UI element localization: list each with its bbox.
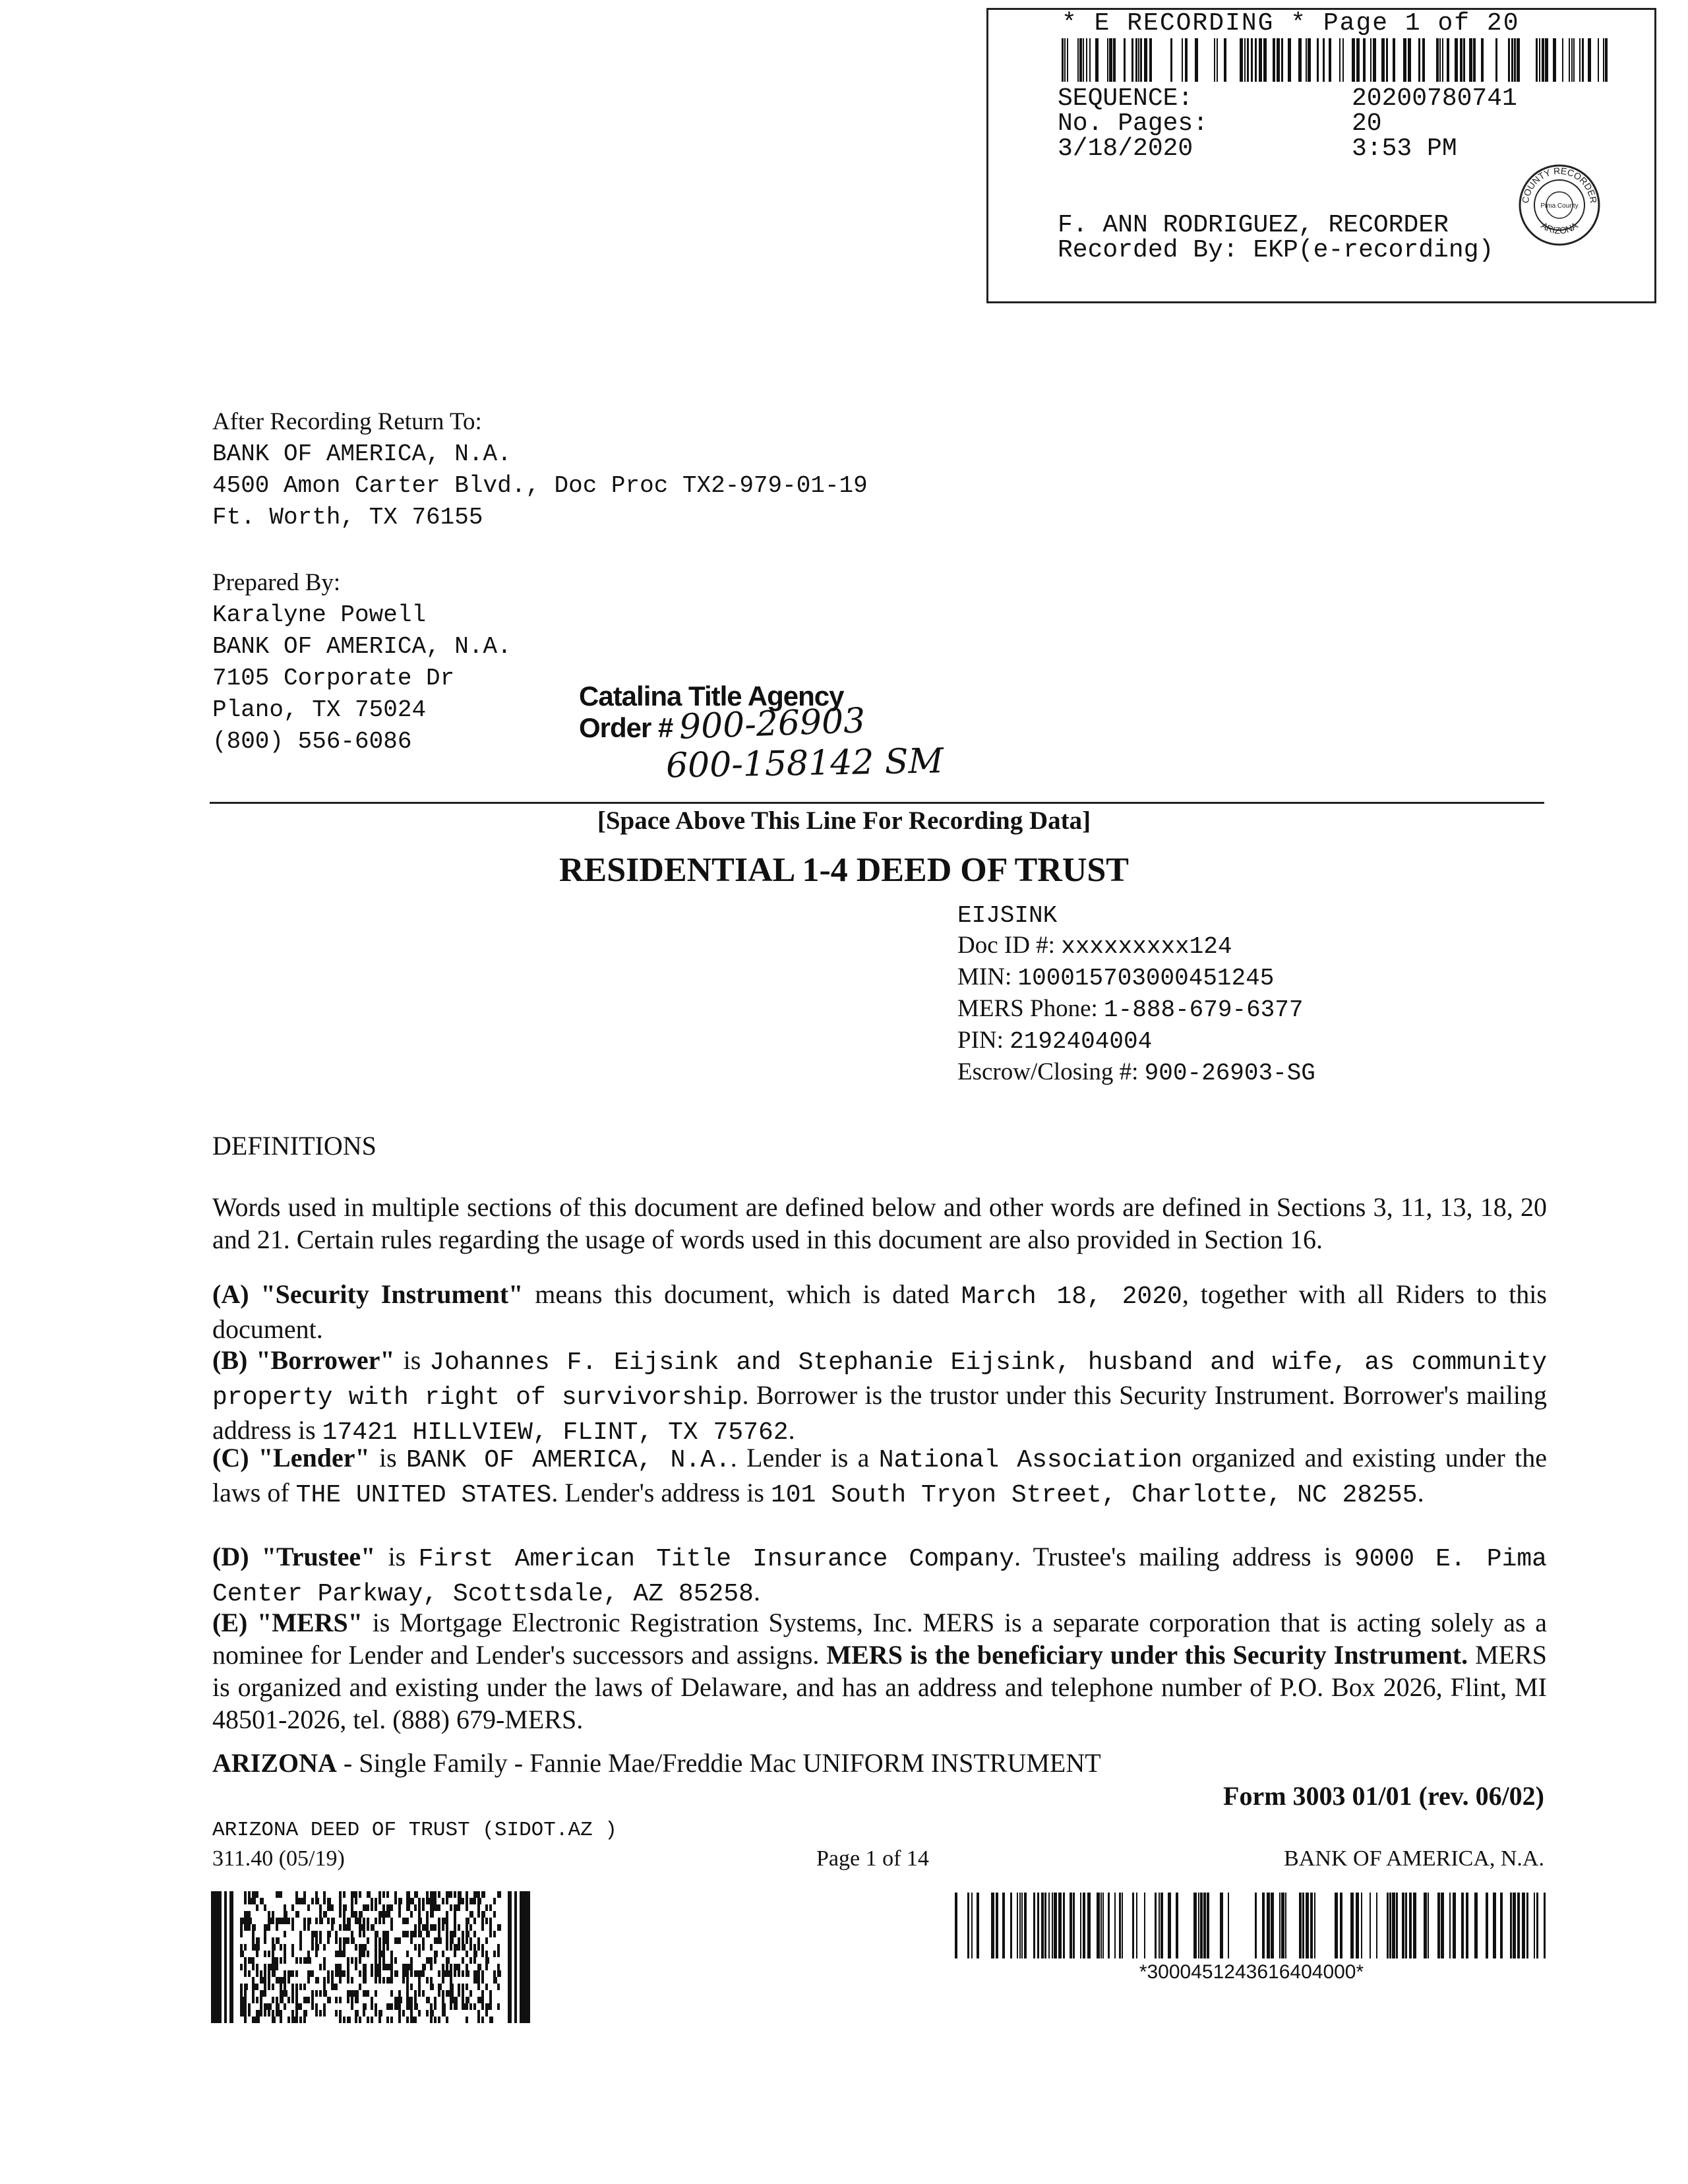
definition-e (212, 1606, 1547, 1736)
prepared-by-line: BANK OF AMERICA, N.A. (212, 633, 512, 660)
recording-space-rule (210, 802, 1544, 804)
doc-id-row (957, 931, 1232, 960)
prepared-by-line: (800) 556-6086 (212, 728, 412, 755)
pdf417-barcode (211, 1891, 534, 2023)
mers-beneficiary-statement: MERS is the beneficiary under this Security Instrument. (826, 1640, 1468, 1670)
county-seal (1517, 162, 1602, 248)
document-barcode (955, 1893, 1548, 1958)
footer-page-number: Page 1 of 14 (816, 1846, 929, 1871)
lender-laws: THE UNITED STATES (295, 1481, 552, 1509)
seal-top-text: COUNTY RECORDER (1519, 165, 1600, 204)
document-title: RESIDENTIAL 1-4 DEED OF TRUST (559, 851, 1129, 889)
definition-b-text: is (394, 1345, 430, 1375)
min-value: 100015703000451245 (1017, 965, 1275, 992)
definition-e-label: (E) "MERS" (212, 1608, 363, 1637)
seal-center-text: Pima County (1540, 202, 1579, 210)
borrower-address: 17421 HILLVIEW, FLINT, TX 75762 (322, 1418, 789, 1447)
record-time: 3:53 PM (1352, 135, 1457, 163)
trustee-address: 9000 E. Pima Center Parkway, Scottsdale, AZ 85258 (212, 1545, 1547, 1608)
borrower-surname: EIJSINK (957, 902, 1058, 929)
lender-address: 101 South Tryon Street, Charlotte, NC 28255 (771, 1481, 1418, 1509)
footer-version: 311.40 (05/19) (212, 1846, 345, 1871)
definition-a-text: , together with all Riders to this document. (212, 1279, 1547, 1344)
lender-type: National Association (878, 1446, 1183, 1474)
definition-d-text: . (753, 1577, 760, 1606)
definitions-heading: DEFINITIONS (212, 1131, 377, 1161)
definitions-intro: Words used in multiple sections of this document are defined below and other words are defined in Sections 3, 11, 13, 18, 20 and 21. Certain rules regarding the usage of words used in this document are also provided in Section 16. (212, 1192, 1547, 1254)
lender-name: BANK OF AMERICA, N.A. (406, 1446, 731, 1474)
definition-c-text: . (1417, 1478, 1424, 1507)
escrow-label: Escrow/Closing #: (957, 1058, 1139, 1085)
space-above-label: [Space Above This Line For Recording Data] (597, 806, 1091, 835)
handwritten-order-number: 900-26903 (678, 701, 866, 747)
document-date: March 18, 2020 (961, 1283, 1182, 1311)
definition-c-label: (C) "Lender" (212, 1443, 370, 1472)
sequence-value: 20200780741 (1352, 84, 1517, 113)
min-label: MIN: (957, 963, 1012, 990)
return-to-line: Ft. Worth, TX 76155 (212, 504, 483, 531)
footer-doc-code: ARIZONA DEED OF TRUST (SIDOT.AZ ) (212, 1819, 617, 1842)
definition-d-text: is (375, 1542, 419, 1571)
definition-d (212, 1540, 1547, 1610)
sequence-label: SEQUENCE: (1058, 84, 1193, 113)
doc-id-label: Doc ID #: (957, 932, 1055, 959)
definition-e-text: is Mortgage Electronic Registration Systems, Inc. MERS is a separate corporation that is acting solely as a nominee for Lender and Lender's successors and assigns. (212, 1608, 1547, 1670)
return-to-line: BANK OF AMERICA, N.A. (212, 440, 512, 468)
definition-c (212, 1441, 1547, 1511)
trustee-name: First American Title Insurance Company (418, 1545, 1015, 1573)
mers-phone-label: MERS Phone: (957, 995, 1098, 1022)
pages-value: 20 (1352, 109, 1382, 138)
title-agency-name: Catalina Title Agency (579, 681, 844, 712)
definition-e-text: MERS is organized and existing under the laws of Delaware, and has an address and telephone number of P.O. Box 2026, Flint, MI 48501-2026, tel. (888) 679-MERS. (212, 1640, 1548, 1734)
pages-label: No. Pages: (1058, 109, 1209, 138)
return-to-line: 4500 Amon Carter Blvd., Doc Proc TX2-979-01-19 (212, 472, 868, 499)
doc-id-value: xxxxxxxxx124 (1061, 933, 1232, 960)
pin-row (957, 1026, 1152, 1055)
footer-instrument: - Single Family - Fannie Mae/Freddie Mac UNIFORM INSTRUMENT (336, 1748, 1101, 1778)
footer-state-line (212, 1747, 1101, 1778)
definition-d-text: . Trustee's mailing address is (1014, 1542, 1354, 1571)
definition-c-text: is (369, 1443, 406, 1472)
recorder-name: F. ANN RODRIGUEZ, RECORDER (1058, 211, 1449, 239)
definition-a-text: means this document, which is dated (523, 1279, 961, 1309)
seal-bottom-text: ARIZONA (1539, 220, 1580, 236)
definition-c-text: organized and existing under the laws of (212, 1443, 1547, 1507)
footer-form-number: Form 3003 01/01 (rev. 06/02) (1223, 1781, 1544, 1811)
definition-a-label: (A) "Security Instrument" (212, 1279, 524, 1309)
order-label: Order # (579, 712, 673, 743)
return-to-heading: After Recording Return To: (212, 408, 482, 435)
prepared-by-heading: Prepared By: (212, 569, 341, 596)
borrower-names: Johannes F. Eijsink and Stephanie Eijsink, husband and wife, as community property with right of survivorship (212, 1349, 1548, 1412)
definition-c-text: . Lender's address is (551, 1478, 771, 1507)
prepared-by-line: Plano, TX 75024 (212, 696, 427, 723)
footer-state: ARIZONA (212, 1748, 337, 1778)
stamp-title: * E RECORDING * Page 1 of 20 (1062, 9, 1520, 38)
definition-b-text: . Borrower is the trustor under this Security Instrument. Borrower's mailing address is (212, 1380, 1547, 1445)
definition-d-label: (D) "Trustee" (212, 1542, 376, 1571)
min-row (957, 963, 1274, 992)
definition-a (212, 1278, 1547, 1345)
escrow-value: 900-26903-SG (1144, 1060, 1315, 1087)
pin-value: 2192404004 (1010, 1028, 1153, 1055)
definition-b (212, 1344, 1547, 1449)
definition-c-text: . Lender is a (730, 1443, 879, 1472)
escrow-row (957, 1058, 1315, 1087)
prepared-by-line: 7105 Corporate Dr (212, 665, 455, 692)
mers-phone-row (957, 994, 1304, 1023)
recorded-by: Recorded By: EKP(e-recording) (1058, 236, 1494, 264)
footer-lender: BANK OF AMERICA, N.A. (1284, 1846, 1544, 1871)
mers-phone-value: 1-888-679-6377 (1104, 996, 1304, 1023)
stamp-barcode (1062, 38, 1617, 82)
record-date: 3/18/2020 (1058, 135, 1193, 163)
barcode-number: *3000451243616404000* (1139, 1961, 1364, 1983)
definition-b-text: . (788, 1415, 795, 1445)
handwritten-file-number: 600-158142 SM (665, 741, 944, 786)
prepared-by-line: Karalyne Powell (212, 601, 427, 628)
pin-label: PIN: (957, 1027, 1004, 1054)
definition-b-label: (B) "Borrower" (212, 1345, 395, 1375)
